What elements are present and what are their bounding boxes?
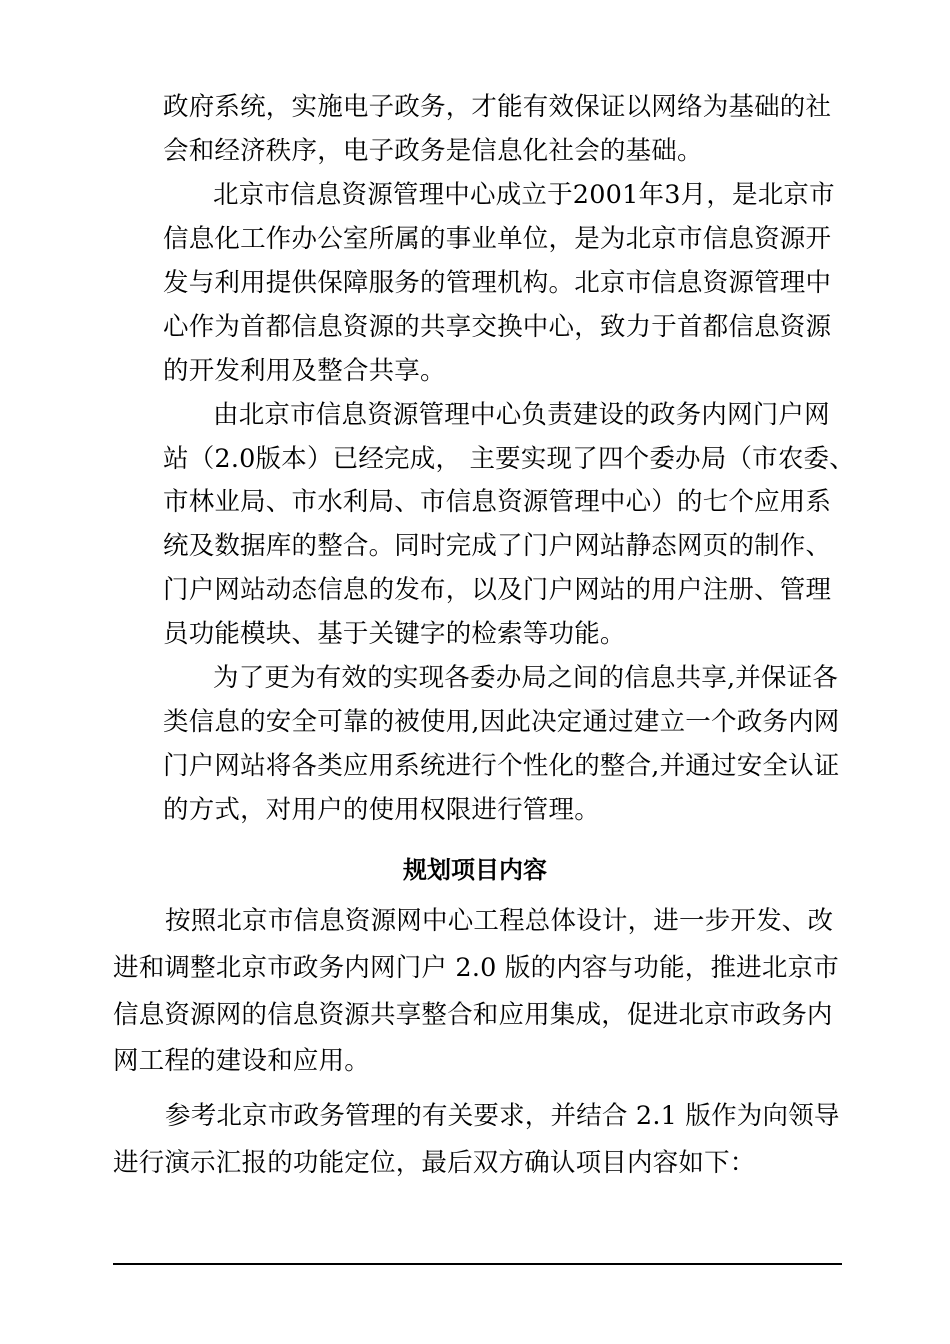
paragraph-line: 进和调整北京市政务内网门户 2.0 版的内容与功能，推进北京市 [113,953,839,983]
paragraph-line: 进行演示汇报的功能定位，最后双方确认项目内容如下： [113,1148,756,1178]
paragraph-line: 按照北京市信息资源网中心工程总体设计，进一步开发、改 [165,906,834,936]
paragraph-line: 门户网站将各类应用系统进行个性化的整合,并通过安全认证 [163,751,840,781]
paragraph-line: 政府系统，实施电子政务，才能有效保证以网络为基础的社 [163,92,832,122]
paragraph-line: 由北京市信息资源管理中心负责建设的政务内网门户网 [213,400,830,430]
paragraph-line: 信息化工作办公室所属的事业单位，是为北京市信息资源开 [163,224,832,254]
paragraph-line: 参考北京市政务管理的有关要求，并结合 2.1 版作为向领导 [165,1101,840,1131]
paragraph-line: 发与利用提供保障服务的管理机构。北京市信息资源管理中 [163,268,832,298]
paragraph-line: 的开发利用及整合共享。 [163,356,446,386]
paragraph-line: 类信息的安全可靠的被使用,因此决定通过建立一个政务内网 [163,707,840,737]
footer-divider [113,1263,842,1265]
paragraph-line: 门户网站动态信息的发布，以及门户网站的用户注册、管理 [163,575,832,605]
paragraph-line: 北京市信息资源管理中心成立于2001年3月，是北京市 [213,180,835,210]
paragraph-line: 的方式，对用户的使用权限进行管理。 [163,795,600,825]
paragraph-line: 站（2.0版本）已经完成， 主要实现了四个委办局（市农委、 [163,444,855,474]
paragraph-line: 为了更为有效的实现各委办局之间的信息共享,并保证各 [213,663,839,693]
paragraph-line: 会和经济秩序，电子政务是信息化社会的基础。 [163,136,703,166]
paragraph-line: 信息资源网的信息资源共享整合和应用集成，促进北京市政务内 [113,1000,833,1030]
paragraph-line: 员功能模块、基于关键字的检索等功能。 [163,619,626,649]
paragraph-line: 网工程的建设和应用。 [113,1046,371,1076]
paragraph-line: 市林业局、市水利局、市信息资源管理中心）的七个应用系 [163,487,832,517]
paragraph-line: 统及数据库的整合。同时完成了门户网站静态网页的制作、 [163,531,832,561]
paragraph-line: 心作为首都信息资源的共享交换中心，致力于首都信息资源 [163,312,832,342]
section-heading: 规划项目内容 [403,856,547,884]
